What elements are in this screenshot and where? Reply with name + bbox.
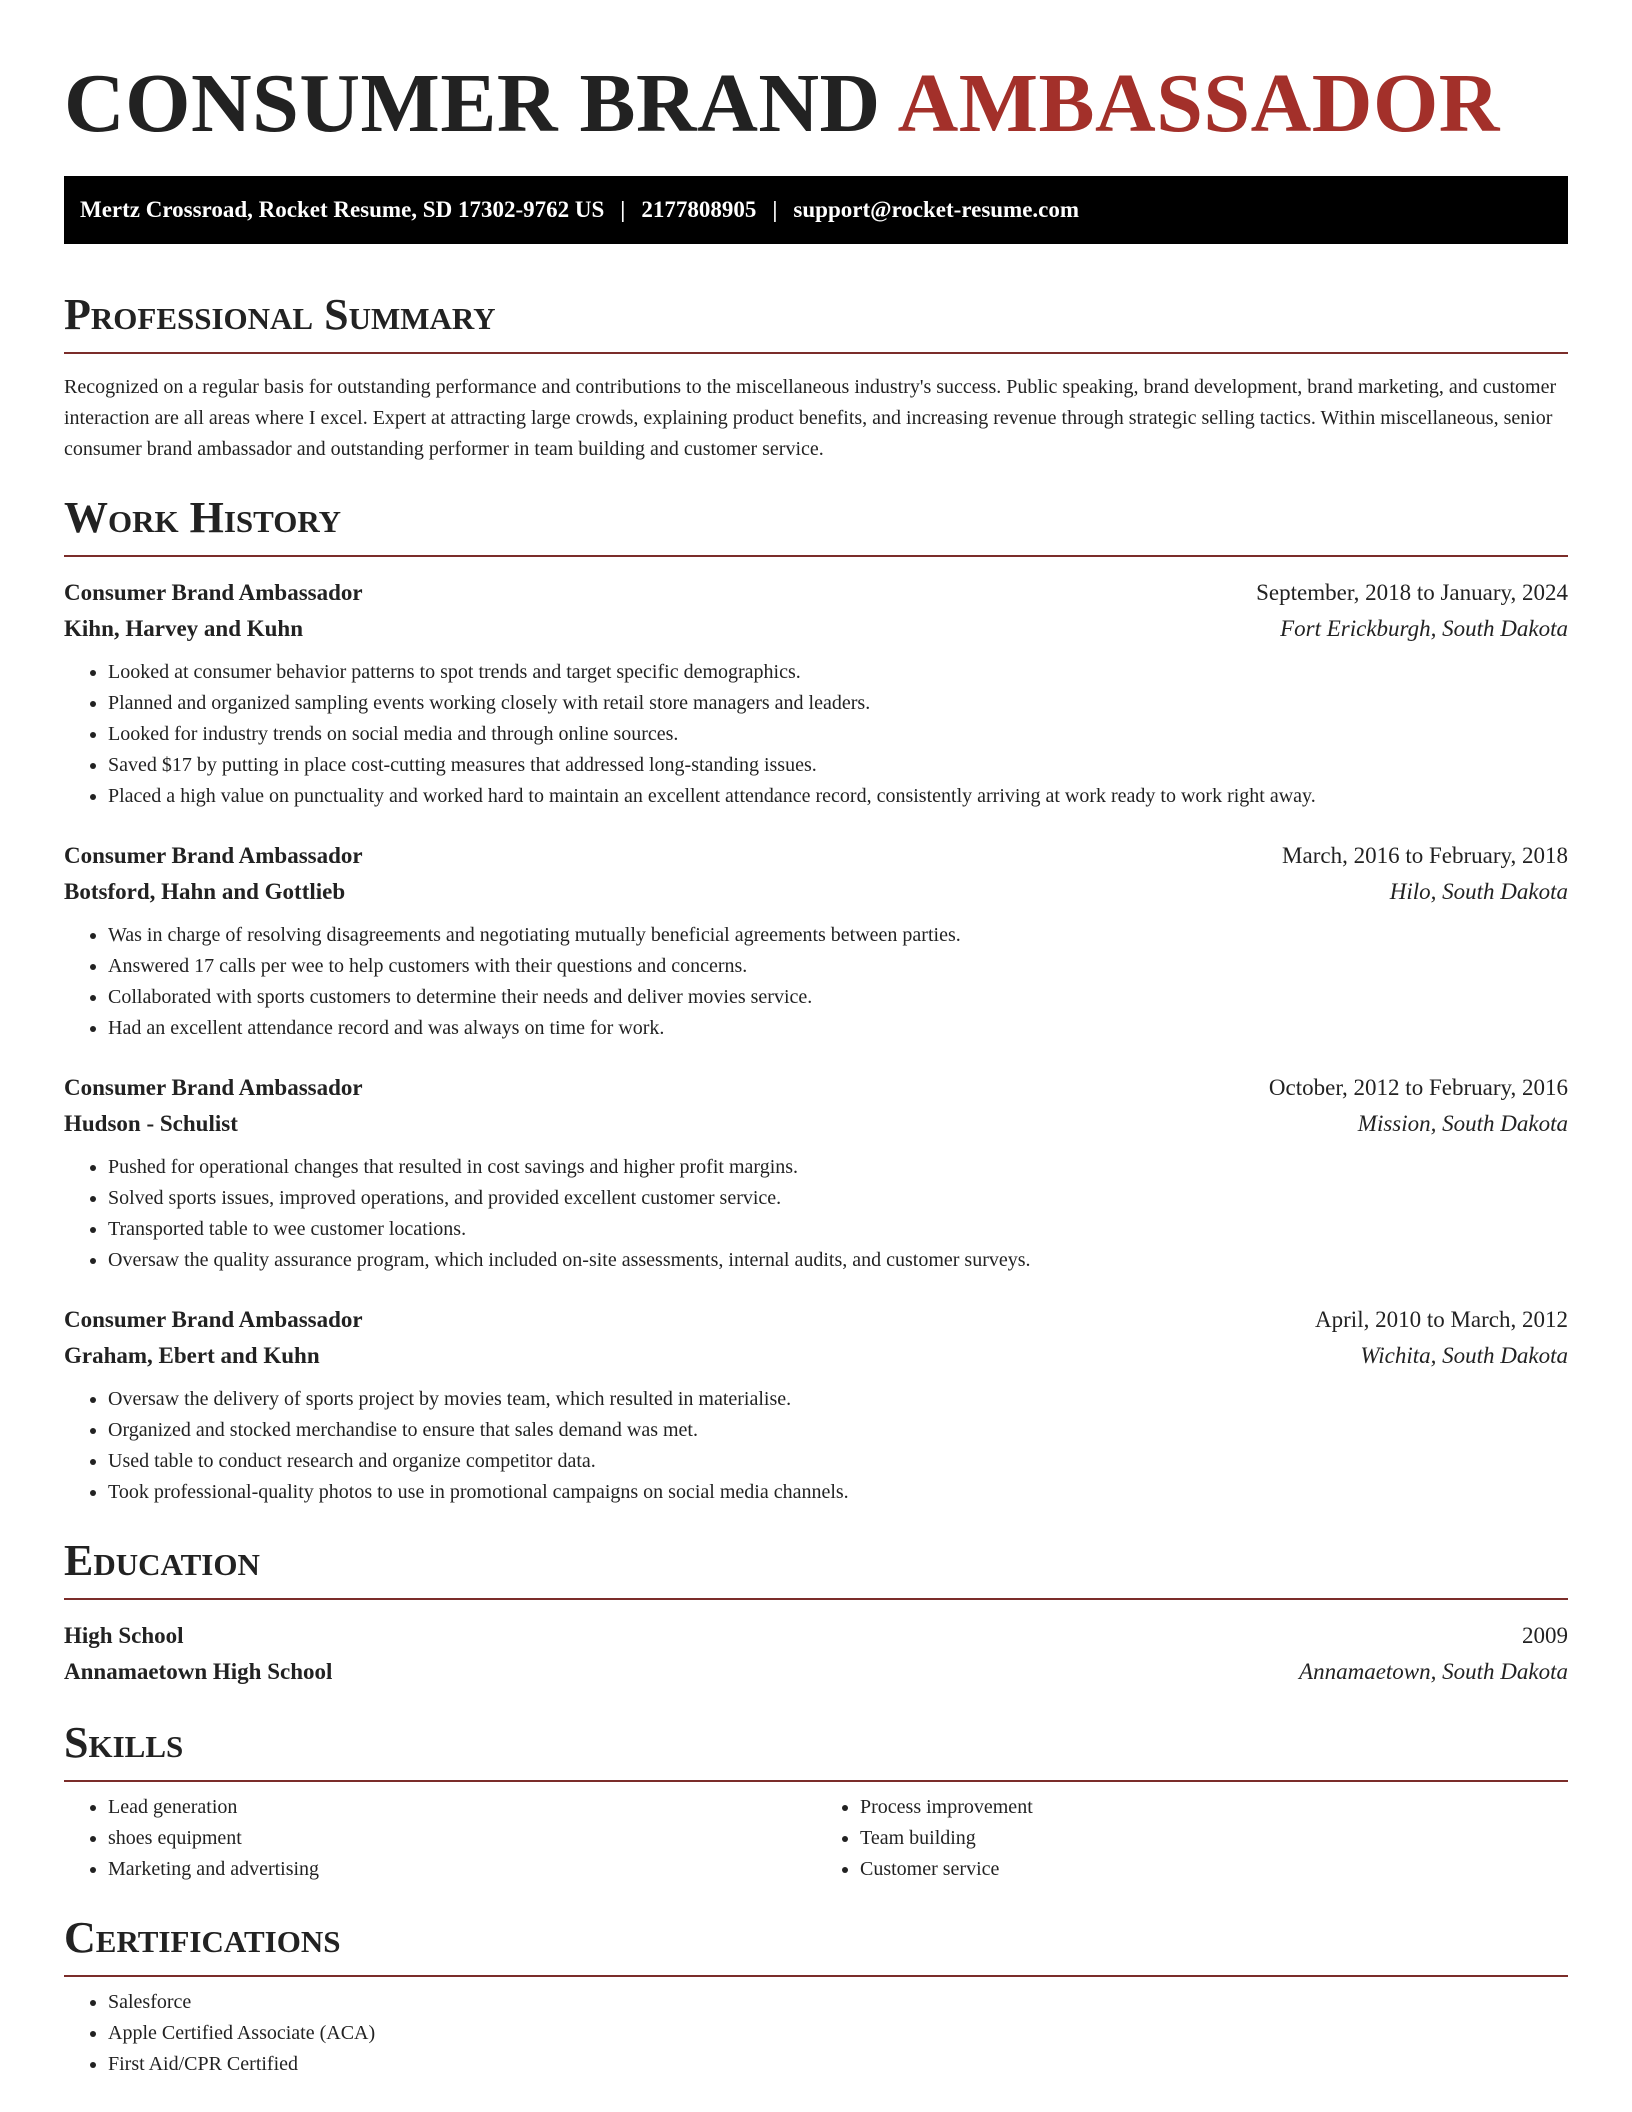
job-header-row (64, 1070, 1568, 1106)
job-bullet: • Looked for industry trends on social media and through online sources. (108, 719, 1568, 750)
skill-item: • Marketing and advertising (108, 1854, 816, 1885)
job-bullet: • Had an excellent attendance record and was always on time for work. (108, 1013, 1568, 1044)
education-school-row (64, 1654, 1568, 1690)
job-company-row (64, 874, 1568, 910)
summary-text: Recognized on a regular basis for outstanding performance and contributions to the miscellaneous industry's success. Public speaking, brand development, brand marketing, and customer interaction are all areas where I excel. Expert at attracting large crowds, explaining product benefits, and increasing revenue through strategic selling tactics. Within miscellaneous, senior consumer brand ambassador and outstanding performer in team building and customer service. (64, 376, 1557, 460)
skill-item: • Process improvement (860, 1792, 1568, 1823)
job-bullet: • Organized and stocked merchandise to ensure that sales demand was met. (108, 1415, 1568, 1446)
education-header-row (64, 1618, 1568, 1654)
section-title-education: Education (64, 1536, 260, 1585)
education-degree: High School (64, 1623, 184, 1648)
job-bullet: • Looked at consumer behavior patterns to spot trends and target specific demographics. (108, 657, 1568, 688)
certification-item: • First Aid/CPR Certified (108, 2049, 1568, 2080)
skills-grid (64, 1782, 1568, 1885)
skills-list-left (64, 1792, 816, 1885)
job-bullet: • Was in charge of resolving disagreements and negotiating mutually beneficial agreements between parties. (108, 920, 1568, 951)
skill-item: • shoes equipment (108, 1823, 816, 1854)
job-bullet: • Solved sports issues, improved operations, and provided excellent customer service. (108, 1183, 1568, 1214)
section-title-skills: Skills (64, 1718, 184, 1767)
name-accent: AMBASSADOR (897, 57, 1500, 150)
job-bullet: • Oversaw the delivery of sports project by movies team, which resulted in materialise. (108, 1384, 1568, 1415)
section-divider (64, 1975, 1568, 1977)
job-bullet: • Answered 17 calls per wee to help customers with their questions and concerns. (108, 951, 1568, 982)
contact-phone[interactable]: 2177808905 (641, 197, 757, 222)
job-entry (64, 1070, 1568, 1276)
certification-item: • Apple Certified Associate (ACA) (108, 2018, 1568, 2049)
job-bullet: • Placed a high value on punctuality and worked hard to maintain an excellent attendance record, consistently arriving at work ready to work right away. (108, 781, 1568, 812)
skill-item: • Lead generation (108, 1792, 816, 1823)
contact-separator: | (620, 197, 626, 222)
job-bullets (64, 920, 1568, 1044)
contact-separator: | (772, 197, 778, 222)
skills-section (64, 1716, 1568, 1885)
job-dates: April, 2010 to March, 2012 (1315, 1307, 1568, 1332)
job-bullets (64, 1152, 1568, 1276)
job-company-row (64, 1338, 1568, 1374)
certifications-list (64, 1987, 1568, 2080)
job-bullet: • Collaborated with sports customers to determine their needs and deliver movies service. (108, 982, 1568, 1013)
job-dates: September, 2018 to January, 2024 (1256, 580, 1568, 605)
education-entry (64, 1618, 1568, 1690)
skill-item: • Customer service (860, 1854, 1568, 1885)
education-school: Annamaetown High School (64, 1659, 333, 1684)
job-company: Hudson - Schulist (64, 1111, 238, 1136)
job-bullet: • Planned and organized sampling events working closely with retail store managers and leaders. (108, 688, 1568, 719)
contact-bar (64, 176, 1568, 244)
job-bullet: • Oversaw the quality assurance program, which included on-site assessments, internal audits, and customer surveys. (108, 1245, 1568, 1276)
job-bullets (64, 657, 1568, 812)
section-title-summary: Professional Summary (64, 290, 496, 339)
job-company: Graham, Ebert and Kuhn (64, 1343, 320, 1368)
education-location: Annamaetown, South Dakota (1299, 1659, 1568, 1684)
certification-item: • Salesforce (108, 1987, 1568, 2018)
section-title-certifications: Certifications (64, 1913, 341, 1962)
job-entry (64, 1302, 1568, 1508)
section-divider (64, 1598, 1568, 1600)
job-entry (64, 575, 1568, 812)
job-bullet: • Transported table to wee customer locations. (108, 1214, 1568, 1245)
skill-item: • Team building (860, 1823, 1568, 1854)
job-header-row (64, 1302, 1568, 1338)
resume-name (64, 0, 1568, 154)
job-role: Consumer Brand Ambassador (64, 1075, 363, 1100)
contact-address: Mertz Crossroad, Rocket Resume, SD 17302-9762 US (80, 197, 605, 222)
job-bullet: • Used table to conduct research and organize competitor data. (108, 1446, 1568, 1477)
job-header-row (64, 838, 1568, 874)
job-location: Fort Erickburgh, South Dakota (1280, 616, 1568, 641)
skills-list-right (816, 1792, 1568, 1885)
job-bullet: • Took professional-quality photos to use in promotional campaigns on social media channels. (108, 1477, 1568, 1508)
job-company: Botsford, Hahn and Gottlieb (64, 879, 346, 904)
education-section (64, 1534, 1568, 1690)
contact-email[interactable]: support@rocket-resume.com (793, 197, 1080, 222)
job-location: Mission, South Dakota (1357, 1111, 1568, 1136)
job-bullet: • Pushed for operational changes that resulted in cost savings and higher profit margins. (108, 1152, 1568, 1183)
job-role: Consumer Brand Ambassador (64, 580, 363, 605)
job-bullets (64, 1384, 1568, 1508)
work-history-section (64, 491, 1568, 1508)
job-location: Hilo, South Dakota (1389, 879, 1568, 904)
name-main: CONSUMER BRAND (64, 57, 881, 150)
section-divider (64, 555, 1568, 557)
job-dates: October, 2012 to February, 2016 (1268, 1075, 1568, 1100)
job-role: Consumer Brand Ambassador (64, 1307, 363, 1332)
job-entry (64, 838, 1568, 1044)
job-role: Consumer Brand Ambassador (64, 843, 363, 868)
education-year: 2009 (1522, 1623, 1568, 1648)
section-divider (64, 352, 1568, 354)
job-bullet: • Saved $17 by putting in place cost-cutting measures that addressed long-standing issues. (108, 750, 1568, 781)
job-header-row (64, 575, 1568, 611)
certifications-section (64, 1911, 1568, 2080)
section-title-work-history: Work History (64, 493, 342, 542)
job-dates: March, 2016 to February, 2018 (1282, 843, 1568, 868)
job-company: Kihn, Harvey and Kuhn (64, 616, 304, 641)
job-company-row (64, 1106, 1568, 1142)
summary-section (64, 288, 1568, 465)
job-company-row (64, 611, 1568, 647)
job-location: Wichita, South Dakota (1360, 1343, 1568, 1368)
